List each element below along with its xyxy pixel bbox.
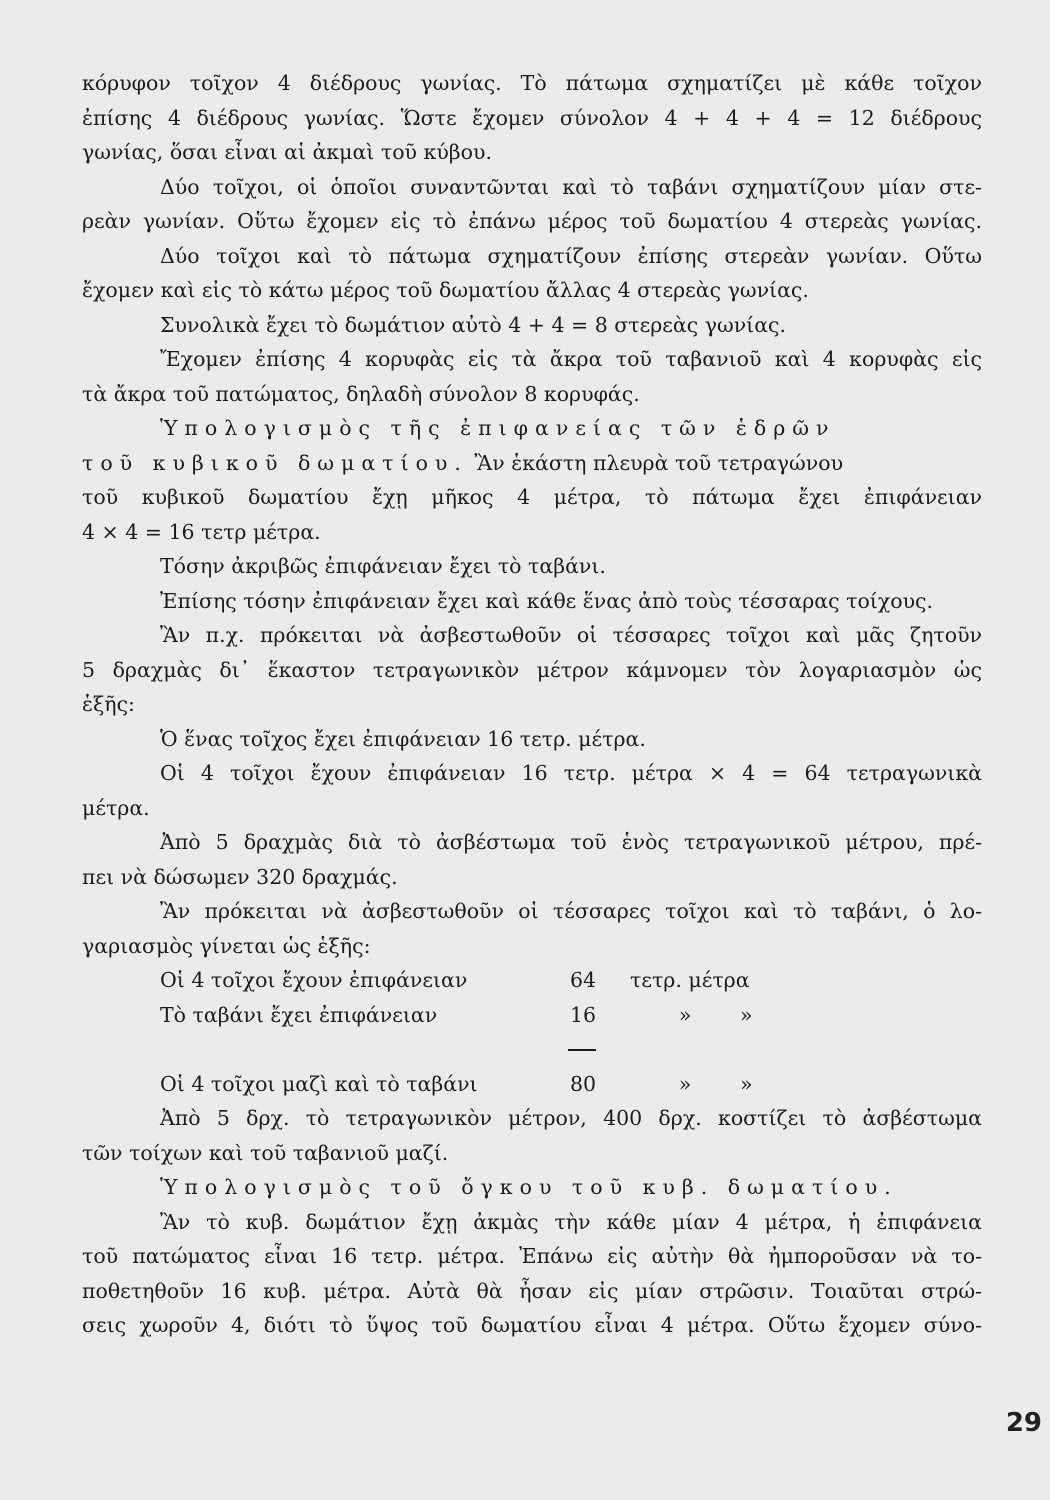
text-line: Ἐπίσης τόσην ἐπιφάνειαν ἔχει καὶ κάθε ἕνας ἀπὸ τοὺς τέσσαρας τοίχους. [160, 588, 934, 613]
section-heading-surface: Ὑπολογισμὸς τῆς ἐπιφανείας τῶν ἑδρῶν [160, 416, 836, 440]
text-line: κόρυφον τοῖχον 4 διέδρους γωνίας. Τὸ πάτωμα σχηματίζει μὲ κάθε τοῖχον [82, 71, 982, 95]
text-line: ποθετηθοῦν 16 κυβ. μέτρα. Αὐτὰ θὰ ἦσαν εἰς μίαν στρῶσιν. Τοιαῦται στρώ- [82, 1278, 982, 1303]
text-line: τοῦ πατώματος εἶναι 16 τετρ. μέτρα. Ἐπάνω εἰς αὐτὴν θὰ ἠμποροῦσαν νὰ το- [82, 1244, 982, 1268]
text-line: πει νὰ δώσωμεν 320 δραχμάς. [82, 864, 398, 889]
table-label: Τὸ ταβάνι ἔχει ἐπιφάνειαν [160, 1002, 438, 1027]
section-heading-surface-cont: τοῦ κυβικοῦ δωματίου. [82, 450, 468, 475]
text-line: τῶν τοίχων καὶ τοῦ ταβανιοῦ μαζί. [82, 1140, 449, 1165]
table-value: 80 [570, 1071, 597, 1096]
text-line: ἔχομεν καὶ εἰς τὸ κάτω μέρος τοῦ δωματίου ἄλλας 4 στερεὰς γωνίας. [82, 278, 809, 302]
table-unit: τετρ. μέτρα [630, 968, 750, 992]
text-line: Ἀπὸ 5 δραχμὰς διὰ τὸ ἀσβέστωμα τοῦ ἑνὸς τετραγωνικοῦ μέτρου, πρέ- [160, 830, 982, 854]
text-line: τοῦ κυβικοῦ δωματίου ἔχῃ μῆκος 4 μέτρα, τὸ πάτωμα ἔχει ἐπιφάνειαν [82, 485, 982, 509]
text-line: 4 × 4 = 16 τετρ μέτρα. [82, 519, 321, 544]
text-line: ἐπίσης 4 διέδρους γωνίας. Ὥστε ἔχομεν σύνολον 4 + 4 + 4 = 12 διέδρους [82, 105, 982, 130]
table-label: Οἱ 4 τοῖχοι ἔχουν ἐπιφάνειαν [160, 968, 468, 992]
text-line: τὰ ἄκρα τοῦ πατώματος, δηλαδὴ σύνολον 8 κορυφάς. [82, 381, 640, 406]
table-label: Οἱ 4 τοῖχοι μαζὶ καὶ τὸ ταβάνι [160, 1071, 478, 1096]
table-ditto: » [740, 1002, 753, 1027]
text-line: Τόσην ἀκριβῶς ἐπιφάνειαν ἔχει τὸ ταβάνι. [160, 554, 606, 578]
table-row [82, 963, 982, 998]
sum-rule [82, 1032, 982, 1067]
section-heading-volume: Ὑπολογισμὸς τοῦ ὄγκου τοῦ κυβ. δωματίου. [160, 1175, 898, 1199]
table-ditto: » [678, 1071, 692, 1096]
text-line [82, 446, 982, 481]
text-line: Ἀπὸ 5 δρχ. τὸ τετραγωνικὸν μέτρον, 400 δρχ. κοστίζει τὸ ἀσβέστωμα [160, 1106, 982, 1130]
text-line: Ἂν τὸ κυβ. δωμάτιον ἔχῃ ἀκμὰς τὴν κάθε μίαν 4 μέτρα, ἡ ἐπιφάνεια [160, 1209, 982, 1234]
table-value: 16 [570, 1002, 597, 1027]
text-run: Ἂν ἑκάστη πλευρὰ τοῦ τετραγώνου [467, 450, 844, 475]
text-line: 5 δραχμὰς δι᾽ ἕκαστον τετραγωνικὸν μέτρον κάμνομεν τὸν λογαριασμὸν ὡς [82, 657, 982, 682]
text-line: Ἂν πρόκειται νὰ ἀσβεστωθοῦν οἱ τέσσαρες τοῖχοι καὶ τὸ ταβάνι, ὁ λο- [160, 899, 982, 923]
page-number: 29 [1005, 1408, 1042, 1438]
table-value: 64 [570, 968, 597, 992]
text-line: Ὁ ἕνας τοῖχος ἔχει ἐπιφάνειαν 16 τετρ. μέτρα. [160, 726, 646, 751]
text-line: Ἔχομεν ἐπίσης 4 κορυφὰς εἰς τὰ ἄκρα τοῦ ταβανιοῦ καὶ 4 κορυφὰς εἰς [160, 347, 982, 371]
text-line: Οἱ 4 τοῖχοι ἔχουν ἐπιφάνειαν 16 τετρ. μέτρα × 4 = 64 τετραγωνικὰ [160, 761, 982, 785]
table-row [82, 1067, 982, 1102]
text-line: γωνίας, ὅσαι εἶναι αἱ ἀκμαὶ τοῦ κύβου. [82, 140, 492, 164]
document-page [82, 66, 982, 1343]
text-line: γαριασμὸς γίνεται ὡς ἑξῆς: [82, 933, 371, 958]
text-line: σεις χωροῦν 4, διότι τὸ ὕψος τοῦ δωματίου εἶναι 4 μέτρα. Οὕτω ἔχομεν σύνο- [82, 1313, 982, 1337]
table-row [82, 998, 982, 1033]
text-line: μέτρα. [82, 795, 150, 820]
table-ditto: » [740, 1071, 753, 1096]
text-line: Συνολικὰ ἔχει τὸ δωμάτιον αὐτὸ 4 + 4 = 8 στερεὰς γωνίας. [160, 312, 787, 337]
text-line: Ἂν π.χ. πρόκειται νὰ ἀσβεστωθοῦν οἱ τέσσαρες τοῖχοι καὶ μᾶς ζητοῦν [160, 623, 982, 647]
table-ditto: » [678, 1002, 692, 1027]
text-line: Δύο τοῖχοι καὶ τὸ πάτωμα σχηματίζουν ἐπίσης στερεὰν γωνίαν. Οὕτω [160, 243, 982, 268]
text-line: Δύο τοῖχοι, οἱ ὁποῖοι συναντῶνται καὶ τὸ ταβάνι σχηματίζουν μίαν στε- [160, 174, 982, 199]
text-line: ἑξῆς: [82, 692, 135, 716]
sum-rule-line [568, 1049, 596, 1051]
text-line: ρεὰν γωνίαν. Οὕτω ἔχομεν εἰς τὸ ἐπάνω μέρος τοῦ δωματίου 4 στερεὰς γωνίας. [82, 209, 982, 233]
